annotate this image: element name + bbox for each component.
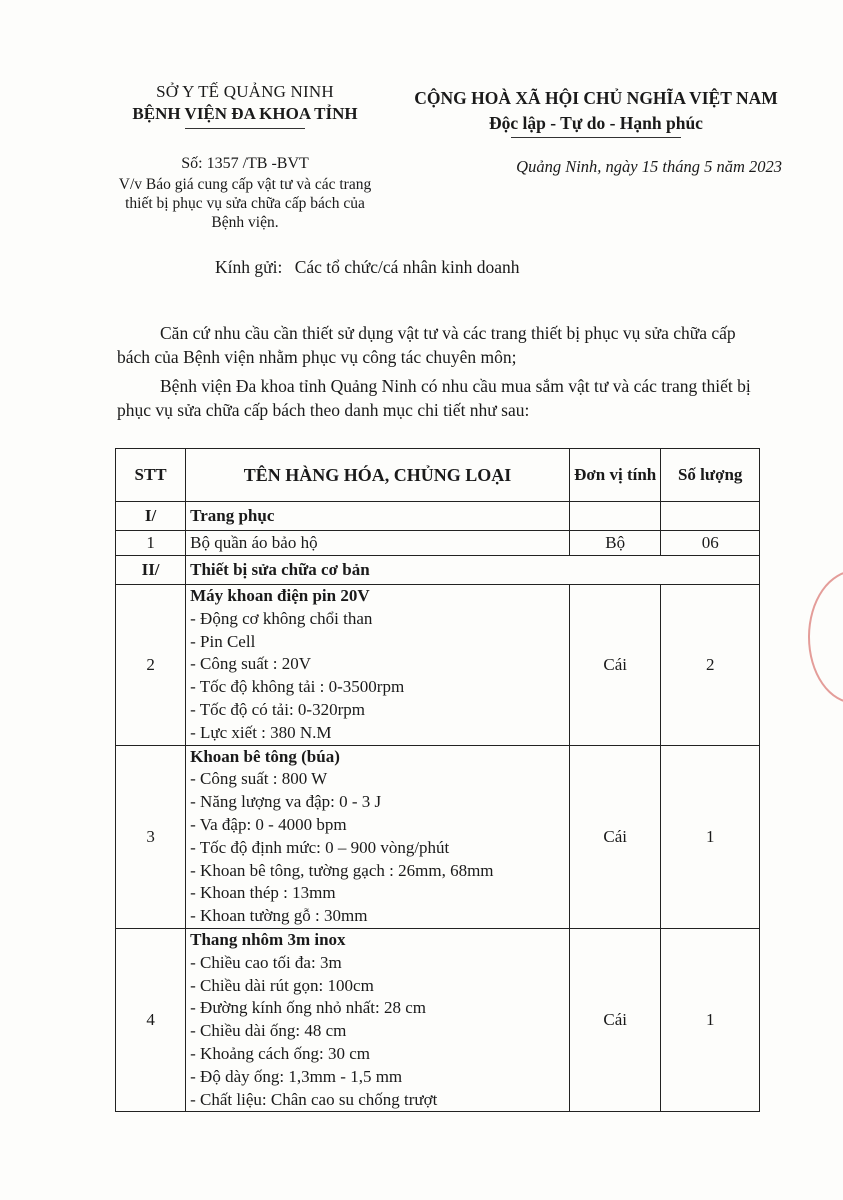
spec-line: - Khoan bê tông, tường gạch : 26mm, 68mm [190,860,494,880]
body-paragraph: Căn cứ nhu cầu cần thiết sử dụng vật tư và các trang thiết bị phục vụ sửa chữa cấp bách của Bệnh viện nhằm phục vụ công tác chuyên môn; [117,323,736,367]
table-row [116,928,760,1111]
org-underline [185,128,305,129]
spec-line: - Khoảng cách ống: 30 cm [190,1043,370,1063]
items-table [115,448,760,1112]
row-qty: 2 [661,585,760,746]
spec-line: - Chiều dài rút gọn: 100cm [190,975,374,995]
row-unit: Cái [569,745,660,928]
national-motto: Độc lập - Tự do - Hạnh phúc [489,113,703,133]
item-name: Thang nhôm 3m inox [190,929,346,949]
header-unit: Đơn vị tính [569,449,660,502]
section-title: Trang phục [186,502,570,531]
row-stt: 2 [116,585,186,746]
section-number: I/ [116,502,186,531]
spec-line: - Lực xiết : 380 N.M [190,722,332,742]
empty-cell [569,502,660,531]
spec-line: - Chất liệu: Chân cao su chống trượt [190,1089,438,1109]
row-details [186,745,570,928]
org-name: BỆNH VIỆN ĐA KHOA TỈNH [132,104,358,123]
spec-line: - Động cơ không chổi than [190,608,373,628]
document-date: Quảng Ninh, ngày 15 tháng 5 năm 2023 [516,157,782,176]
national-header [392,88,800,138]
spec-line: - Va đập: 0 - 4000 bpm [190,814,347,834]
spec-line: - Tốc độ có tải: 0-320rpm [190,699,365,719]
spec-line: - Công suất : 20V [190,654,312,674]
row-qty: 1 [661,928,760,1111]
section-row [116,502,760,531]
spec-line: - Khoan tường gỗ : 30mm [190,906,368,926]
spec-line: - Khoan thép : 13mm [190,883,336,903]
section-row [116,556,760,585]
subject-line: V/v Báo giá cung cấp vật tư và các trang [118,176,372,193]
spec-line: - Tốc độ không tải : 0-3500rpm [190,677,405,697]
country-name: CỘNG HOÀ XÃ HỘI CHỦ NGHĨA VIỆT NAM [414,88,778,108]
row-details [186,928,570,1111]
document-subject [95,175,395,232]
motto-underline [511,137,681,138]
row-name: Bộ quần áo bảo hộ [186,531,570,556]
subject-line: thiết bị phục vụ sửa chữa cấp bách của [125,195,365,212]
org-header [95,82,395,129]
spec-line: - Tốc độ định mức: 0 – 900 vòng/phút [190,837,450,857]
table-row [116,745,760,928]
row-stt: 1 [116,531,186,556]
recipient-label: Kính gửi: [215,257,283,277]
spec-line: - Chiều dài ống: 48 cm [190,1021,347,1041]
table-row [116,531,760,556]
section-number: II/ [116,556,186,585]
row-unit: Cái [569,585,660,746]
spec-line: - Công suất : 800 W [190,769,328,789]
table-row [116,585,760,746]
item-name: Máy khoan điện pin 20V [190,586,370,605]
spec-line: - Đường kính ống nhỏ nhất: 28 cm [190,998,426,1018]
section-title: Thiết bị sửa chữa cơ bản [186,556,760,585]
spec-line: - Chiều cao tối đa: 3m [190,952,342,972]
empty-cell [661,502,760,531]
spec-line: - Độ dày ống: 1,3mm - 1,5 mm [190,1066,403,1086]
row-stt: 3 [116,745,186,928]
row-qty: 1 [661,745,760,928]
header-stt: STT [116,449,186,502]
org-parent: SỞ Y TẾ QUẢNG NINH [156,82,334,101]
spec-line: - Năng lượng va đập: 0 - 3 J [190,792,382,812]
row-qty: 06 [661,531,760,556]
row-unit: Bộ [569,531,660,556]
recipient-value: Các tổ chức/cá nhân kinh doanh [294,257,520,277]
red-stamp-seal [808,570,843,704]
row-stt: 4 [116,928,186,1111]
subject-line: Bệnh viện. [211,214,279,231]
header-qty: Số lượng [661,449,760,502]
document-number: Số: 1357 /TB -BVT [181,155,309,172]
item-name: Khoan bê tông (búa) [190,746,340,766]
row-details [186,585,570,746]
body-paragraph: Bệnh viện Đa khoa tỉnh Quảng Ninh có nhu cầu mua sắm vật tư và các trang thiết bị phục vụ sửa chữa cấp bách theo danh mục chi tiết như sau: [117,376,751,420]
table-header-row [116,449,760,502]
header-name: TÊN HÀNG HÓA, CHỦNG LOẠI [186,449,570,502]
spec-line: - Pin Cell [190,631,256,651]
row-unit: Cái [569,928,660,1111]
recipient-line [215,257,519,278]
